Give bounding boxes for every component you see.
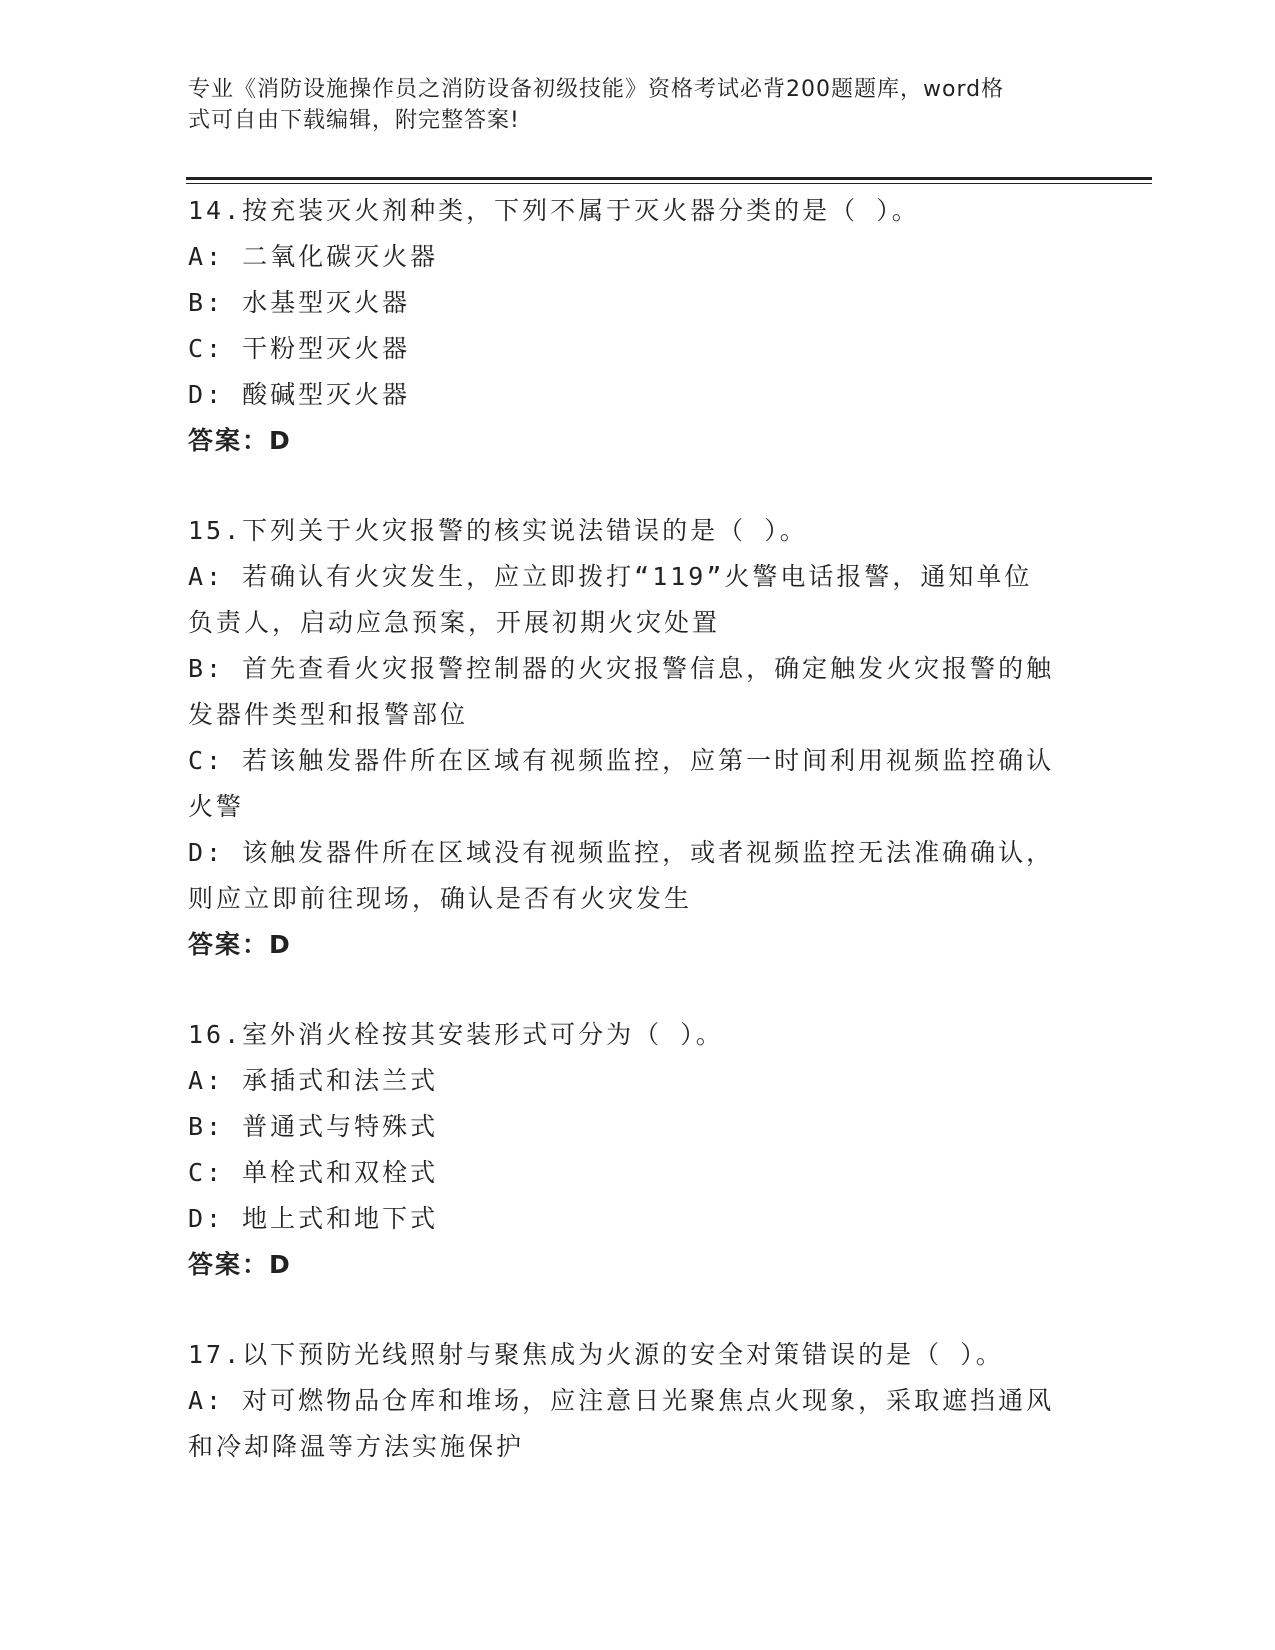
option-a: A: 承插式和法兰式 bbox=[188, 1066, 439, 1095]
header-divider-thick bbox=[186, 177, 1152, 180]
header-line-2: 式可自由下载编辑，附完整答案! bbox=[188, 108, 520, 133]
header-divider-thin bbox=[186, 183, 1152, 184]
option-c: C: 单栓式和双栓式 bbox=[188, 1158, 439, 1187]
answer-label: 答案：D bbox=[188, 426, 292, 455]
answer-label: 答案：D bbox=[188, 930, 292, 959]
option-b: B: 普通式与特殊式 bbox=[188, 1112, 439, 1141]
question-stem: 16.室外消火栓按其安装形式可分为（ ）。 bbox=[188, 1020, 724, 1049]
question-stem: 17.以下预防光线照射与聚焦成为火源的安全对策错误的是（ ）。 bbox=[188, 1340, 1004, 1369]
option-c: C: 干粉型灭火器 bbox=[188, 334, 411, 363]
option-d: D: 地上式和地下式 bbox=[188, 1204, 439, 1233]
option-d: D: 该触发器件所在区域没有视频监控，或者视频监控无法准确确认， bbox=[188, 838, 1055, 867]
option-b: B: 首先查看火灾报警控制器的火灾报警信息，确定触发火灾报警的触 bbox=[188, 654, 1055, 683]
answer-label: 答案：D bbox=[188, 1250, 292, 1279]
option-a-continued: 负责人，启动应急预案，开展初期火灾处置 bbox=[188, 608, 721, 637]
option-a: A: 二氧化碳灭火器 bbox=[188, 242, 439, 271]
option-a-continued: 和冷却降温等方法实施保护 bbox=[188, 1432, 525, 1461]
question-spacer bbox=[188, 1288, 1078, 1332]
question-stem: 14.按充装灭火剂种类，下列不属于灭火器分类的是（ ）。 bbox=[188, 196, 920, 225]
question-stem: 15.下列关于火灾报警的核实说法错误的是（ ）。 bbox=[188, 516, 808, 545]
question-spacer bbox=[188, 464, 1078, 508]
question-block bbox=[188, 1012, 1078, 1288]
option-d: D: 酸碱型灭火器 bbox=[188, 380, 411, 409]
question-block bbox=[188, 1332, 1078, 1470]
question-spacer bbox=[188, 968, 1078, 1012]
option-a: A: 对可燃物品仓库和堆场，应注意日光聚焦点火现象，采取遮挡通风 bbox=[188, 1386, 1055, 1415]
document-header bbox=[188, 74, 1068, 136]
option-a: A: 若确认有火灾发生，应立即拨打“119”火警电话报警，通知单位 bbox=[188, 562, 1033, 591]
header-line-1: 专业《消防设施操作员之消防设备初级技能》资格考试必背200题题库，word格 bbox=[188, 77, 1005, 102]
question-block bbox=[188, 188, 1078, 464]
option-b-continued: 发器件类型和报警部位 bbox=[188, 700, 469, 729]
option-c-continued: 火警 bbox=[188, 792, 245, 821]
question-list bbox=[188, 188, 1078, 1470]
question-block bbox=[188, 508, 1078, 968]
option-b: B: 水基型灭火器 bbox=[188, 288, 411, 317]
option-d-continued: 则应立即前往现场，确认是否有火灾发生 bbox=[188, 884, 693, 913]
option-c: C: 若该触发器件所在区域有视频监控，应第一时间利用视频监控确认 bbox=[188, 746, 1055, 775]
